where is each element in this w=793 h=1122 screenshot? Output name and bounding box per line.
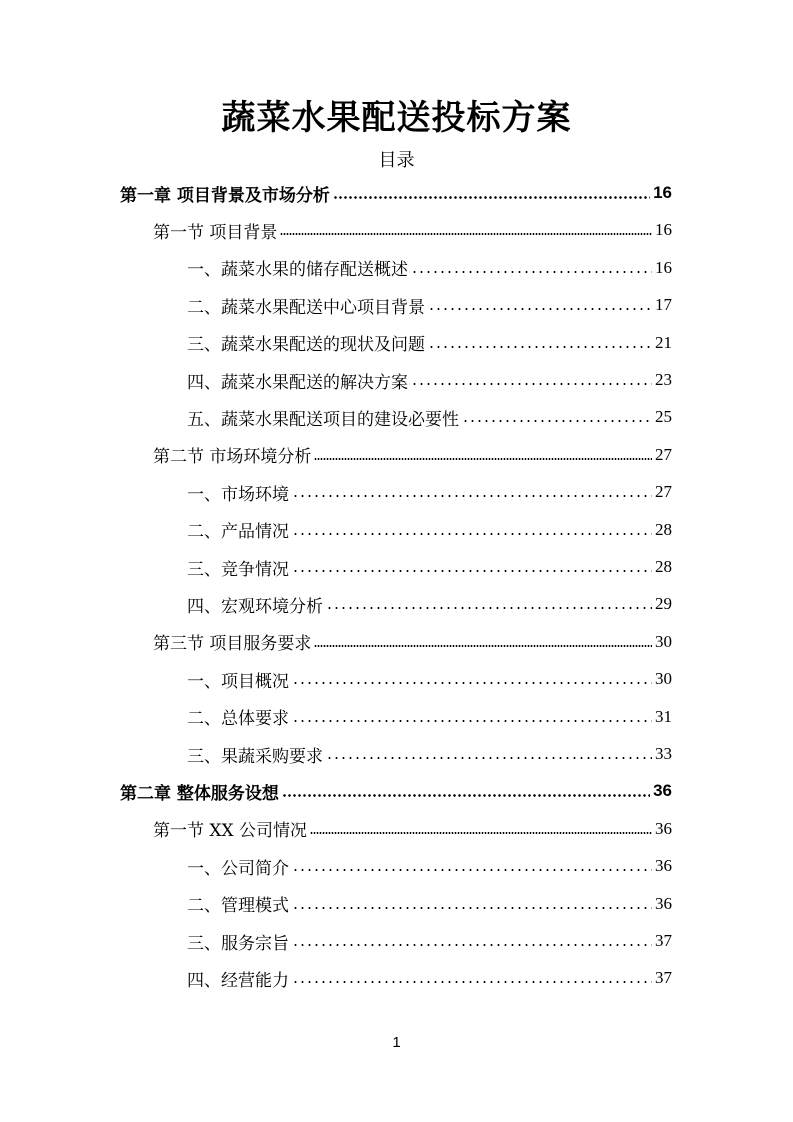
toc-entry-label: 第二章 整体服务设想 (120, 783, 279, 804)
dot-leader (282, 794, 650, 797)
toc-entry-page: 30 (655, 669, 672, 689)
toc-entry-page: 17 (655, 295, 672, 315)
toc-entry-item[interactable] (187, 700, 672, 734)
dot-leader (314, 458, 652, 460)
toc-entry-item[interactable] (187, 288, 672, 322)
dot-leader (292, 682, 652, 684)
toc-entry-label: 一、项目概况 (187, 671, 289, 692)
toc-entry-item[interactable] (187, 961, 672, 995)
toc-entry-page: 16 (655, 257, 672, 277)
toc-entry-page: 37 (655, 968, 672, 988)
dot-leader (314, 645, 652, 647)
dot-leader (292, 570, 652, 572)
toc-heading: 目录 (378, 150, 415, 171)
toc-entry-item[interactable] (187, 849, 672, 883)
toc-entry-page: 21 (655, 332, 672, 352)
toc-entry-label: 五、蔬菜水果配送项目的建设必要性 (187, 409, 459, 430)
toc-entry-label: 三、果蔬采购要求 (187, 746, 323, 767)
toc-entry-label: 第三节 项目服务要求 (153, 634, 312, 655)
toc-entry-page: 25 (655, 407, 672, 427)
toc-entry-section[interactable] (153, 438, 672, 472)
toc-entry-label: 四、蔬菜水果配送的解决方案 (187, 372, 408, 393)
dot-leader (428, 346, 652, 348)
dot-leader (411, 383, 652, 385)
toc-entry-label: 四、经营能力 (187, 970, 289, 991)
toc-entry-item[interactable] (187, 251, 672, 285)
dot-leader (326, 607, 652, 609)
toc-entry-item[interactable] (187, 587, 672, 621)
toc-entry-label: 二、管理模式 (187, 896, 289, 917)
toc-entry-page: 23 (655, 370, 672, 389)
toc-entry-page: 36 (655, 818, 672, 838)
toc-entry-page: 36 (653, 781, 672, 801)
dot-leader (326, 757, 652, 759)
toc-entry-page: 28 (655, 557, 672, 576)
toc-entry-page: 36 (655, 856, 672, 876)
toc-entry-label: 一、市场环境 (187, 484, 289, 505)
toc-entry-label: 一、蔬菜水果的储存配送概述 (187, 260, 408, 281)
toc-entry-page: 16 (655, 220, 672, 240)
toc-entry-page: 36 (655, 893, 672, 913)
toc-entry-label: 四、宏观环境分析 (187, 596, 323, 617)
toc-entry-page: 27 (655, 482, 672, 502)
toc-entry-item[interactable] (187, 400, 672, 434)
toc-entry-item[interactable] (187, 737, 672, 771)
toc-entry-section[interactable] (153, 213, 672, 247)
dot-leader (292, 869, 652, 871)
dot-leader (333, 196, 650, 199)
toc-entry-page: 31 (655, 706, 672, 726)
toc-entry-item[interactable] (187, 550, 672, 584)
toc-entry-page: 27 (655, 444, 672, 464)
document-title: 蔬菜水果配送投标方案 (221, 98, 572, 138)
toc-entry-label: 三、蔬菜水果配送的现状及问题 (187, 335, 425, 356)
toc-entry-label: 二、蔬菜水果配送中心项目背景 (187, 297, 425, 318)
toc-entry-item[interactable] (187, 475, 672, 509)
toc-entry-item[interactable] (187, 513, 672, 547)
toc-entry-item[interactable] (187, 887, 672, 921)
toc-entry-label: 二、总体要求 (187, 709, 289, 730)
dot-leader (292, 944, 652, 946)
toc-entry-item[interactable] (187, 363, 672, 397)
toc-entry-label: 一、公司简介 (187, 858, 289, 879)
toc-entry-section[interactable] (153, 625, 672, 659)
toc-entry-section[interactable] (153, 812, 672, 846)
toc-entry-page: 37 (655, 931, 672, 950)
dot-leader (292, 981, 652, 983)
toc-entry-page: 29 (655, 594, 672, 614)
toc-entry-page: 30 (655, 631, 672, 651)
toc-entry-chapter[interactable] (120, 774, 672, 808)
dot-leader (310, 832, 652, 834)
dot-leader (292, 495, 652, 497)
page-number: 1 (392, 1034, 401, 1051)
toc-entry-item[interactable] (187, 924, 672, 958)
toc-entry-page: 16 (653, 183, 672, 202)
toc-entry-label: 三、服务宗旨 (187, 933, 289, 954)
dot-leader (428, 308, 652, 310)
toc-entry-item[interactable] (187, 326, 672, 360)
toc-entry-label: 第二节 市场环境分析 (153, 447, 312, 468)
toc-entry-label: 第一节 项目背景 (153, 222, 278, 243)
dot-leader (462, 420, 652, 422)
dot-leader (292, 720, 652, 722)
toc-entry-label: 第一章 项目背景及市场分析 (120, 185, 330, 206)
toc-entry-page: 28 (655, 519, 672, 539)
toc-entry-page: 33 (655, 744, 672, 763)
dot-leader (292, 907, 652, 909)
dot-leader (280, 233, 652, 235)
toc-entry-label: 三、竞争情况 (187, 559, 289, 580)
toc-entry-chapter[interactable] (120, 176, 672, 210)
dot-leader (292, 533, 652, 535)
dot-leader (411, 271, 652, 273)
toc-entry-label: 第一节 XX 公司情况 (153, 821, 308, 842)
toc-entry-item[interactable] (187, 662, 672, 696)
toc-entry-label: 二、产品情况 (187, 522, 289, 543)
